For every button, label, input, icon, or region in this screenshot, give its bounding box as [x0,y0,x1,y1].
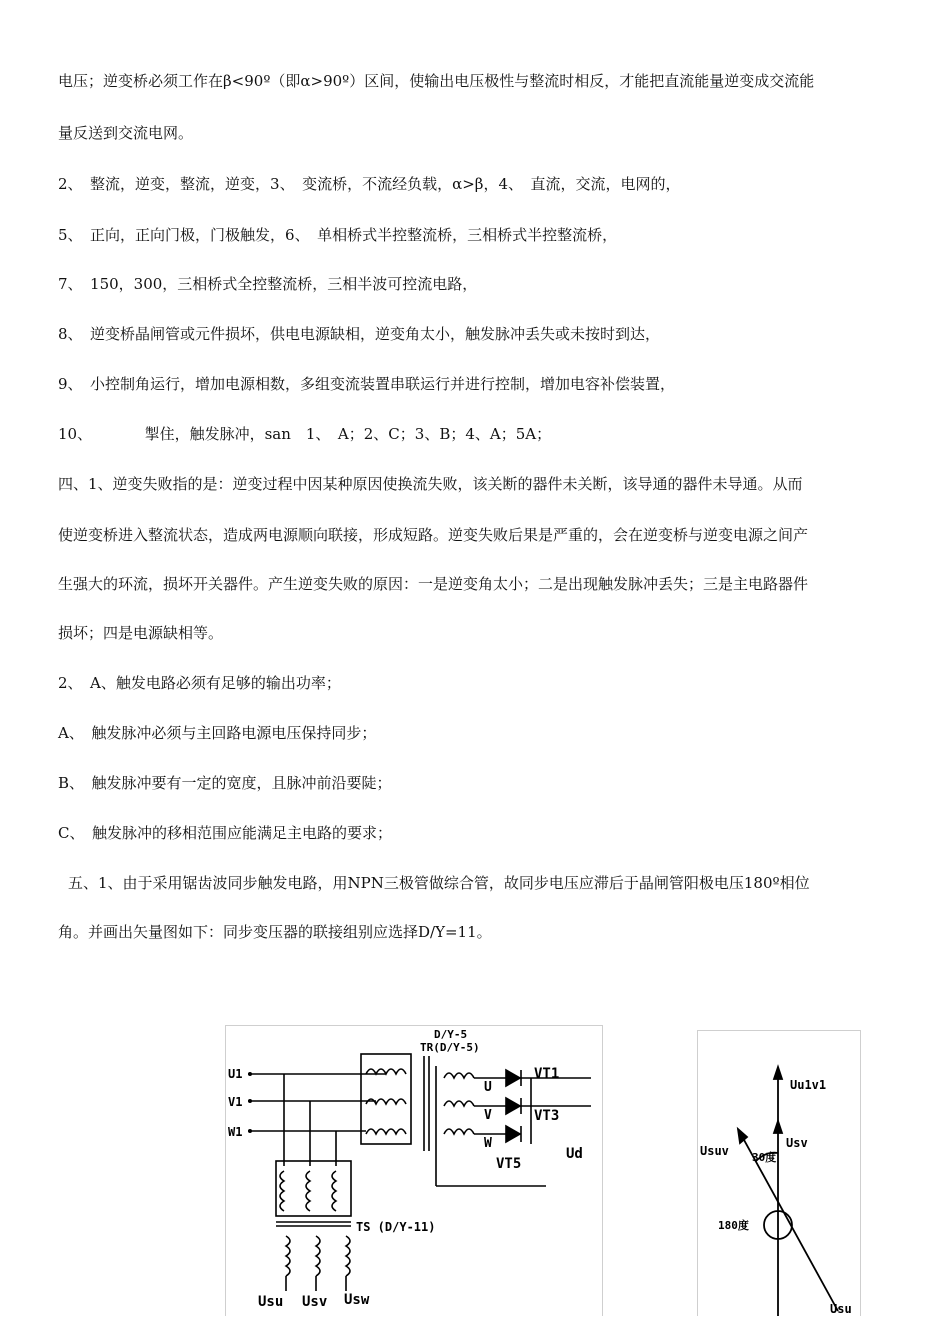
label-ud: Ud [566,1146,583,1162]
answer-line-2: 2、 整流，逆变，整流，逆变，3、 变流桥，不流经负载，α>β，4、 直流，交流，电网的， [58,175,681,193]
label-tr: TR(D/Y-5) [420,1041,480,1054]
vector-label-30deg: 30度 [752,1151,777,1164]
label-vt1: VT1 [534,1066,560,1082]
vector-label-bottom: Usu [830,1302,852,1316]
section-4-item-2: 2、 A、触发电路必须有足够的输出功率； [58,674,341,692]
vector-label-usv: Usv [786,1136,808,1150]
paragraph-line: 电压；逆变桥必须工作在β<90º（即α>90º）区间，使输出电压极性与整流时相反，才能把直流能量逆变成交流能 [58,72,815,90]
section-5-line: 角。并画出矢量图如下：同步变压器的联接组别应选择D/Y=11。 [58,923,492,941]
vector-diagram [697,1030,861,1316]
label-dy5: D/Y-5 [434,1028,468,1041]
circuit-svg [226,1026,602,1316]
section-4-line: 使逆变桥进入整流状态，造成两电源顺向联接，形成短路。逆变失败后果是严重的，会在逆变桥与逆变电源之间产 [58,526,809,544]
label-v: V [484,1108,492,1123]
label-v1: V1 [228,1095,243,1109]
label-usv: Usv [302,1294,328,1310]
answer-line-5: 5、 正向，正向门极，门极触发，6、 单相桥式半控整流桥，三相桥式半控整流桥， [58,226,618,244]
vector-svg [698,1031,860,1316]
answer-line-9: 9、 小控制角运行，增加电源相数，多组变流装置串联运行并进行控制，增加电容补偿装置， [58,375,676,393]
section-4-line: 生强大的环流，损坏开关器件。产生逆变失败的原因：一是逆变角太小；二是出现触发脉冲丢失；三是主电路器件 [58,575,809,593]
label-w: W [484,1136,492,1151]
label-ts: TS (D/Y-11) [356,1220,436,1234]
section-4-item-c: C、 触发脉冲的移相范围应能满足主电路的要求； [58,824,392,842]
label-vt3: VT3 [534,1108,560,1124]
label-vt5: VT5 [496,1156,522,1172]
label-usu: Usu [258,1294,284,1310]
vector-label-u1v1: Uu1v1 [790,1078,827,1092]
label-u: U [484,1080,492,1095]
paragraph-line: 量反送到交流电网。 [58,124,194,142]
label-w1: W1 [228,1125,243,1139]
section-4-line: 四、1、逆变失败指的是：逆变过程中因某种原因使换流失败，该关断的器件未关断，该导通的器件未导通。从而 [58,475,803,493]
section-4-line: 损坏；四是电源缺相等。 [58,624,224,642]
section-4-item-a: A、 触发脉冲必须与主回路电源电压保持同步； [58,724,377,742]
answer-line-10: 10、 掣住，触发脉冲，san 1、 A；2、C；3、B；4、A；5A； [58,425,552,443]
answer-line-8: 8、 逆变桥晶闸管或元件损坏，供电电源缺相，逆变角太小，触发脉冲丢失或未按时到达， [58,325,661,343]
answer-line-7: 7、 150，300，三相桥式全控整流桥，三相半波可控流电路， [58,275,478,293]
vector-label-usuv: Usuv [700,1144,729,1158]
label-usw: Usw [344,1292,370,1308]
circuit-diagram [225,1025,603,1316]
vector-label-180deg: 180度 [718,1219,749,1232]
label-u1: U1 [228,1067,243,1081]
section-5-line: 五、1、由于采用锯齿波同步触发电路，用NPN三极管做综合管，故同步电压应滞后于晶闸管阳极电压180º相位 [68,874,810,892]
section-4-item-b: B、 触发脉冲要有一定的宽度，且脉冲前沿要陡； [58,774,392,792]
